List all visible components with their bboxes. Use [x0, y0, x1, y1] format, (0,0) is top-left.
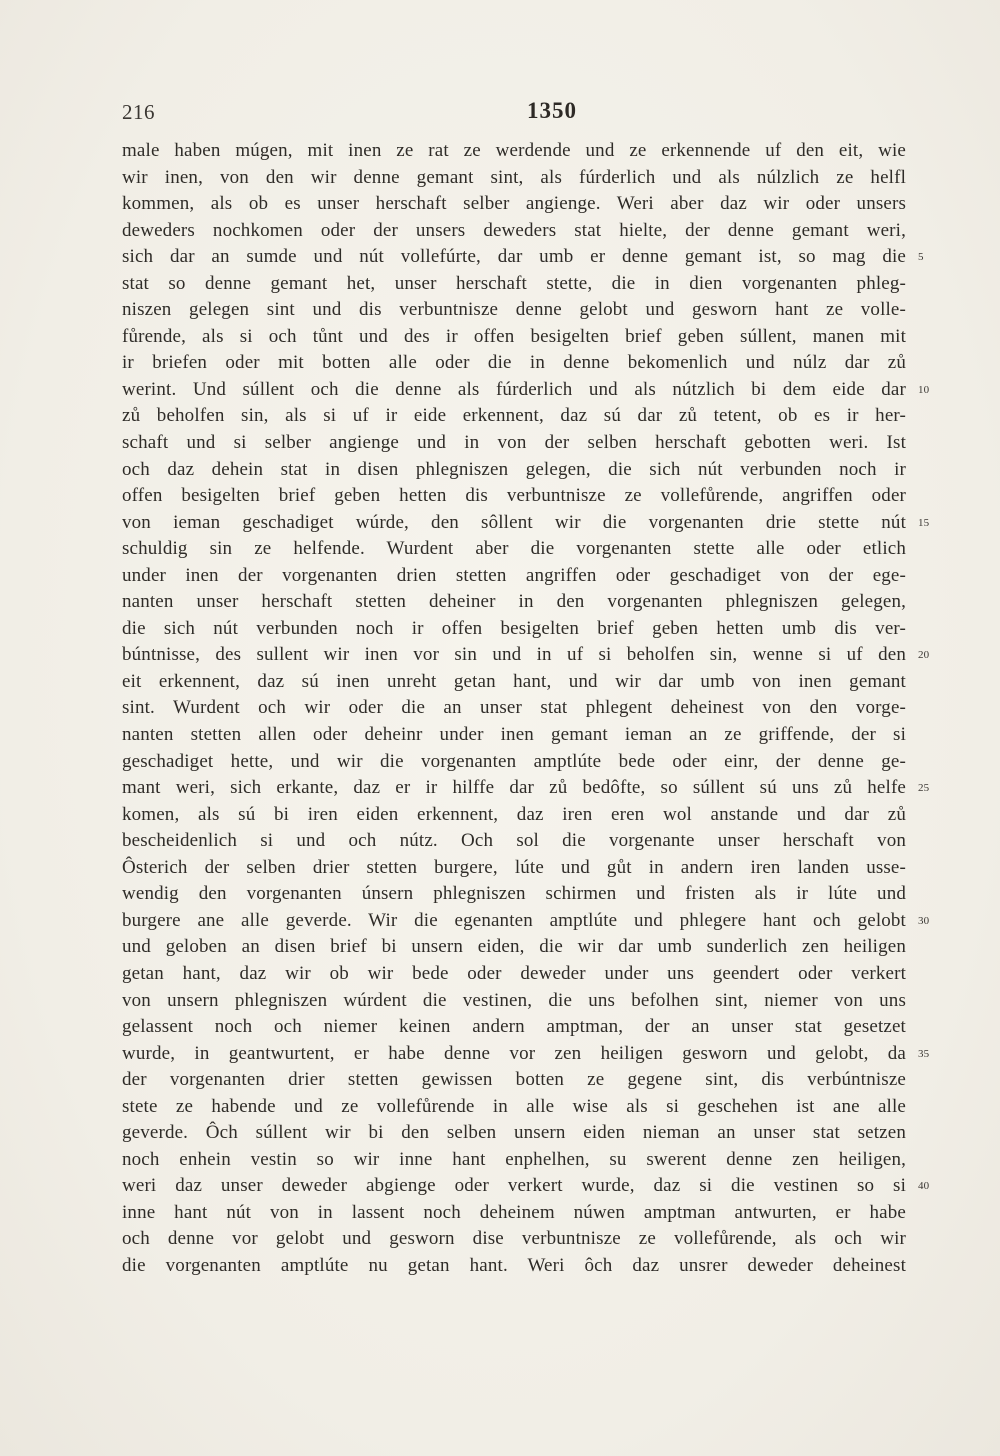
text-line: [122, 616, 906, 643]
text-line-content: ir briefen oder mit botten alle oder die in denne bekomenlich und núlz dar zů: [122, 352, 906, 374]
text-line-content: nanten unser herschaft stetten deheiner in den vorgenanten phlegniszen gelegen,: [122, 591, 906, 613]
line-number-marker: 25: [918, 782, 930, 795]
text-line: [122, 350, 906, 377]
text-line-content: die sich nút verbunden noch ir offen besigelten brief geben hetten umb dis ver-: [122, 617, 906, 639]
text-line-content: sint. Wurdent och wir oder die an unser stat phlegent deheinest von den vorge-: [122, 697, 906, 719]
text-line-content: stat so denne gemant het, unser herschaft stette, die in dien vorgenanten phleg-: [122, 272, 906, 294]
text-line-content: wir inen, von den wir denne gemant sint, als fúrderlich und als núlzlich ze helfl: [122, 166, 906, 188]
text-line-content: stete ze habende und ze vollefůrende in alle wise als si geschehen ist ane alle: [122, 1095, 906, 1117]
text-line: [122, 297, 906, 324]
text-line-content: deweders nochkomen oder der unsers deweders stat hielte, der denne gemant weri,: [122, 219, 906, 241]
text-line-content: wendig den vorgenanten únsern phlegniszen schirmen und fristen als ir lúte und: [122, 883, 906, 905]
text-line-content: geschadiget hette, und wir die vorgenanten amptlúte bede oder einr, der denne ge-: [122, 750, 906, 772]
line-number-marker: 30: [918, 914, 930, 927]
text-line-content: nanten stetten allen oder deheinr under inen gemant ieman an ze griffende, der si: [122, 724, 906, 746]
page-year-heading: 1350: [527, 98, 577, 123]
text-line-content: niszen gelegen sint und dis verbuntnisze denne gelobt und gesworn hant ze volle-: [122, 299, 906, 321]
text-line-content: och denne vor gelobt und gesworn dise verbuntnisze ze vollefůrende, als och wir: [122, 1228, 906, 1250]
text-line: [122, 1253, 906, 1280]
text-line-content: Ôsterich der selben drier stetten burgere, lúte und gůt in andern iren landen usse-: [122, 856, 906, 878]
text-line-content: mant weri, sich erkante, daz er ir hilffe dar zů bedôfte, so súllent sú uns zů helfe: [122, 777, 906, 799]
text-line-content: inne hant nút von in lassent noch deheinem núwen amptman antwurten, er habe: [122, 1201, 906, 1223]
text-line: [122, 775, 930, 802]
text-line-content: der vorgenanten drier stetten gewissen botten ze gegene sint, dis verbúntnisze: [122, 1069, 906, 1091]
text-line-content: und geloben an disen brief bi unsern eiden, die wir dar umb sunderlich zen heiligen: [122, 936, 906, 958]
text-line: [122, 1094, 906, 1121]
text-line: [122, 855, 906, 882]
body-text: [122, 138, 930, 1280]
line-number-marker: 40: [918, 1180, 930, 1193]
page-header: [122, 100, 906, 130]
text-line: [122, 244, 924, 271]
text-line-content: och daz dehein stat in disen phlegniszen gelegen, die sich nút verbunden noch ir: [122, 458, 906, 480]
text-line-content: von unsern phlegniszen wúrdent die vestinen, die uns befolhen sint, niemer von uns: [122, 989, 906, 1011]
line-number-marker: 20: [918, 649, 930, 662]
text-line: [122, 988, 906, 1015]
text-line-content: fůrende, als si och tůnt und des ir offen besigelten brief geben súllent, manen mit: [122, 325, 906, 347]
text-line: [122, 403, 906, 430]
text-line: [122, 324, 906, 351]
text-line-content: sich dar an sumde und nút vollefúrte, dar umb er denne gemant ist, so mag die: [122, 246, 906, 268]
text-line: [122, 218, 906, 245]
text-line: [122, 934, 906, 961]
text-line: [122, 138, 906, 165]
text-line-content: bescheidenlich si und och nútz. Och sol die vorgenante unser herschaft von: [122, 830, 906, 852]
text-line-content: offen besigelten brief geben hetten dis verbuntnisze ze vollefůrende, angriffen oder: [122, 485, 906, 507]
text-line: [122, 536, 906, 563]
text-line-content: wurde, in geantwurtent, er habe denne vor zen heiligen gesworn und gelobt, da: [122, 1042, 906, 1064]
text-line: [122, 749, 906, 776]
text-line-content: weri daz unser deweder abgienge oder verkert wurde, daz si die vestinen so si: [122, 1175, 906, 1197]
text-line-content: werint. Und súllent och die denne als fúrderlich und als nútzlich bi dem eide dar: [122, 378, 906, 400]
text-line: [122, 881, 906, 908]
page-number: 216: [122, 100, 155, 124]
text-line-content: schuldig sin ze helfende. Wurdent aber die vorgenanten stette alle oder etlich: [122, 538, 906, 560]
text-line: [122, 802, 906, 829]
text-line: [122, 1067, 906, 1094]
text-line-content: getan hant, daz wir ob wir bede oder deweder under uns geendert oder verkert: [122, 962, 906, 984]
text-line-content: gelassent noch och niemer keinen andern amptman, der an unser stat gesetzet: [122, 1016, 906, 1038]
text-line-content: komen, als sú bi iren eiden erkennent, daz iren eren wol anstande und dar zů: [122, 803, 906, 825]
text-line: [122, 1014, 906, 1041]
text-line: [122, 828, 906, 855]
line-number-marker: 15: [918, 516, 930, 529]
text-line-content: zů beholfen sin, als si uf ir eide erkennent, daz sú dar zů tetent, ob es ir her-: [122, 405, 906, 427]
text-line: [122, 642, 930, 669]
text-line-content: male haben múgen, mit inen ze rat ze werdende und ze erkennende uf den eit, wie: [122, 140, 906, 161]
text-line: [122, 430, 906, 457]
text-line: [122, 271, 906, 298]
text-line-content: schaft und si selber angienge und in von der selben herschaft gebotten weri. Ist: [122, 432, 906, 454]
text-line: [122, 191, 906, 218]
text-line-content: noch enhein vestin so wir inne hant enphelhen, su swerent denne zen heiligen,: [122, 1148, 906, 1170]
text-line: [122, 1173, 930, 1200]
text-line: [122, 1147, 906, 1174]
line-number-marker: 10: [918, 383, 930, 396]
text-line: [122, 908, 930, 935]
text-line: [122, 722, 906, 749]
text-line: [122, 589, 906, 616]
text-line: [122, 483, 906, 510]
text-line-content: geverde. Ôch súllent wir bi den selben unsern eiden nieman an unser stat setzen: [122, 1122, 906, 1144]
text-line: [122, 1200, 906, 1227]
text-line: [122, 1226, 906, 1253]
text-line: [122, 457, 906, 484]
text-line-content: búntnisse, des sullent wir inen vor sin und in uf si beholfen sin, wenne si uf den: [122, 644, 906, 666]
text-line: [122, 1120, 906, 1147]
text-line-content: under inen der vorgenanten drien stetten angriffen oder geschadiget von der ege-: [122, 564, 906, 586]
text-line-content: kommen, als ob es unser herschaft selber angienge. Weri aber daz wir oder unsers: [122, 193, 906, 215]
text-line: [122, 165, 906, 192]
line-number-marker: 35: [918, 1047, 930, 1060]
text-line-content: burgere ane alle geverde. Wir die egenanten amptlúte und phlegere hant och gelobt: [122, 909, 906, 931]
text-line: [122, 695, 906, 722]
text-line: [122, 377, 930, 404]
text-line: [122, 1041, 930, 1068]
text-line-content: die vorgenanten amptlúte nu getan hant. Weri ôch daz unsrer deweder deheinest: [122, 1254, 906, 1276]
text-line: [122, 563, 906, 590]
line-number-marker: 5: [918, 251, 924, 264]
text-line: [122, 961, 906, 988]
text-line-content: eit erkennent, daz sú inen unreht getan hant, und wir dar umb von inen gemant: [122, 670, 906, 692]
text-line: [122, 510, 930, 537]
text-line-content: von ieman geschadiget wúrde, den sôllent wir die vorgenanten drie stette nút: [122, 511, 906, 533]
text-line: [122, 669, 906, 696]
